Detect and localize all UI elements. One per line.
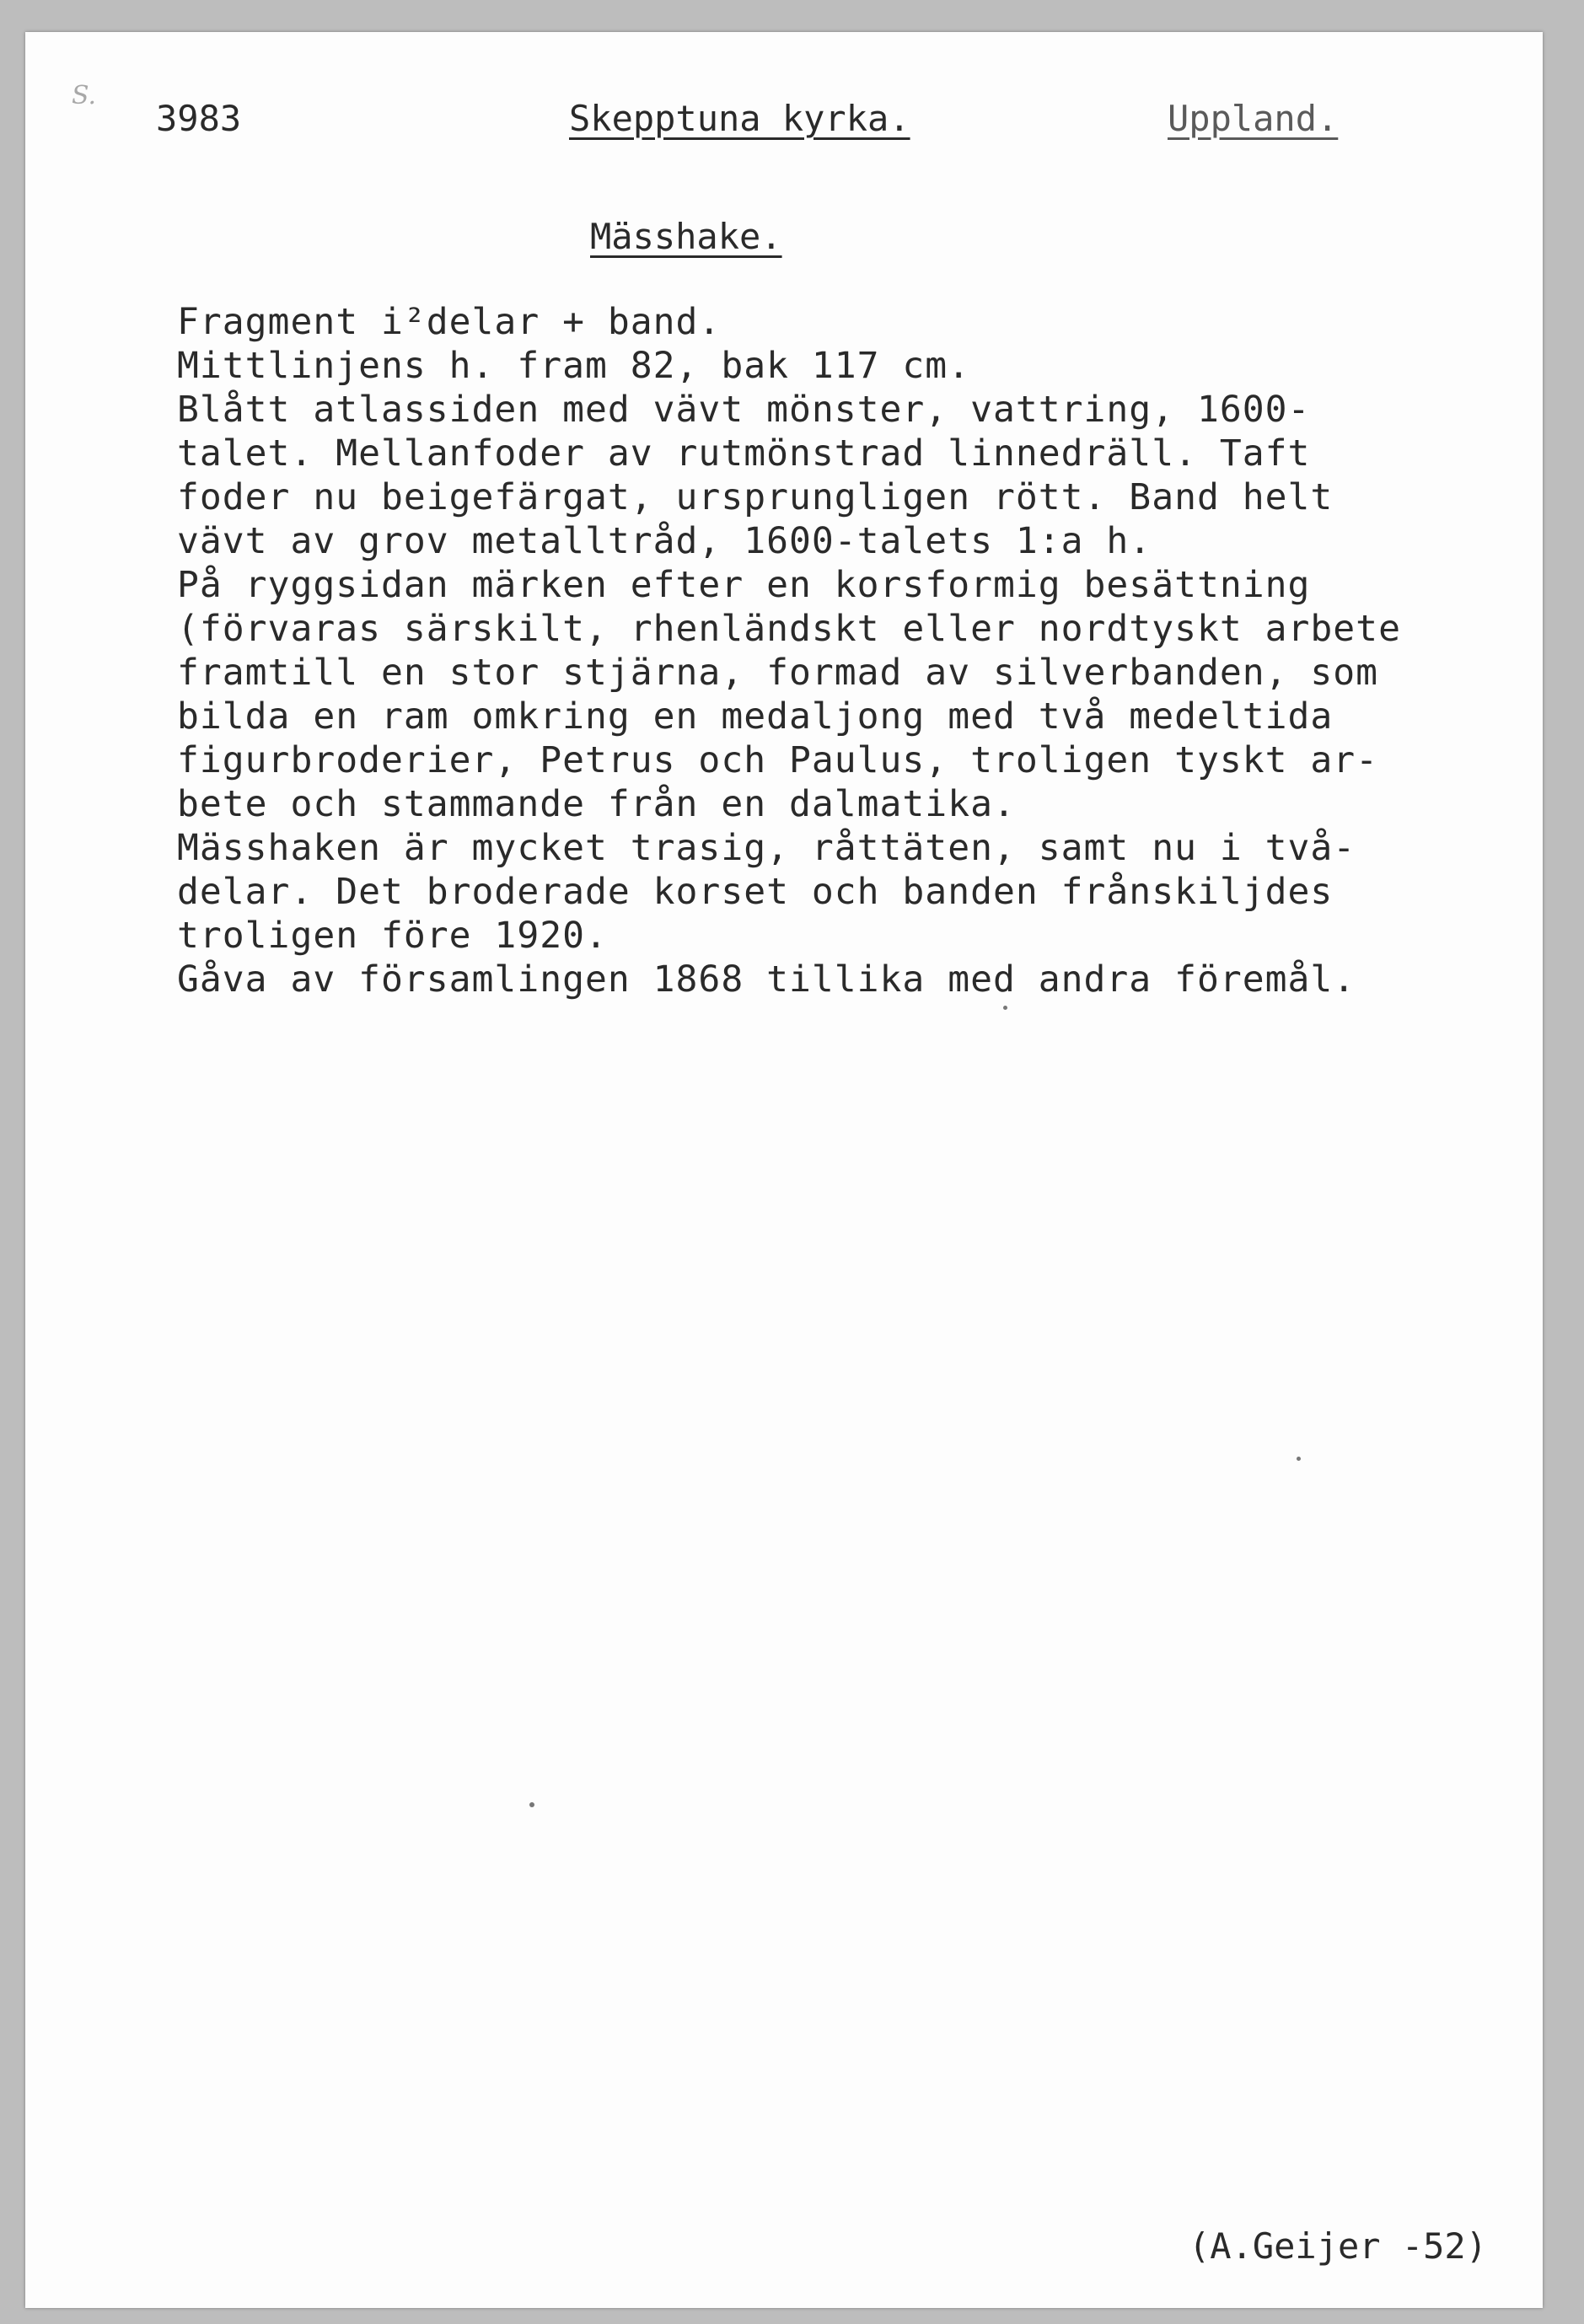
- description-line: bete och stammande från en dalmatika.: [177, 783, 1016, 825]
- description-line: framtill en stor stjärna, formad av silverbanden, som: [177, 652, 1379, 694]
- description-line: Blått atlassiden med vävt mönster, vattring, 1600-: [177, 389, 1311, 431]
- paper-speck: [1297, 1457, 1301, 1461]
- church-name: Skepptuna kyrka.: [569, 98, 910, 139]
- description-line: På ryggsidan märken efter en korsformig besättning: [177, 564, 1311, 606]
- description-line: vävt av grov metalltråd, 1600-talets 1:a h.: [177, 520, 1152, 562]
- description-line: Fragment i²delar + band.: [177, 301, 722, 343]
- description-line: talet. Mellanfoder av rutmönstrad linnedräll. Taft: [177, 432, 1311, 475]
- object-title: Mässhake.: [590, 216, 782, 257]
- description-line: troligen före 1920.: [177, 915, 608, 957]
- description-line: Mittlinjens h. fram 82, bak 117 cm.: [177, 345, 971, 387]
- description-line: figurbroderier, Petrus och Paulus, troligen tyskt ar-: [177, 739, 1379, 781]
- catalog-card: [25, 32, 1543, 2308]
- region-name: Uppland.: [1168, 98, 1339, 139]
- description-line: Mässhaken är mycket trasig, råttäten, samt nu i två-: [177, 827, 1356, 869]
- description-line: (förvaras särskilt, rhenländskt eller nordtyskt arbete: [177, 608, 1401, 650]
- paper-speck: [1003, 1006, 1007, 1010]
- description-block: [177, 300, 1543, 1001]
- paper-speck: [529, 1802, 534, 1807]
- catalog-number: 3983: [156, 98, 242, 139]
- description-line: delar. Det broderade korset och banden frånskiljdes: [177, 871, 1334, 913]
- author-signature: (A.Geijer -52): [1189, 2225, 1488, 2267]
- description-line: bilda en ram omkring en medaljong med två medeltida: [177, 695, 1334, 738]
- description-line: Gåva av församlingen 1868 tillika med andra föremål.: [177, 958, 1356, 1001]
- pencil-note: S.: [72, 81, 97, 110]
- description-line: foder nu beigefärgat, ursprungligen rött. Band helt: [177, 476, 1334, 518]
